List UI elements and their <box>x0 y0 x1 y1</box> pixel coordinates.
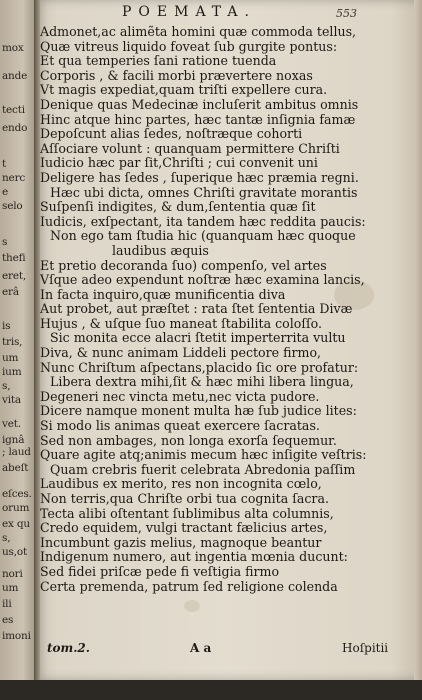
verse-line: Depoſcunt alias ſedes, noſtræque cohorti <box>40 126 303 142</box>
running-title: POEMATA. <box>122 4 256 20</box>
facing-page-fragment: nerc <box>2 172 26 184</box>
facing-page-fragment: orum <box>2 502 30 514</box>
facing-page-fragment: us,ot <box>2 546 28 558</box>
page-number: 553 <box>336 7 357 20</box>
facing-page-fragment: eſces. <box>2 488 32 500</box>
verse-line: Hinc atque hinc partes, hæc tantæ inſignia famæ <box>40 111 356 127</box>
facing-page-fragment: ; laud <box>2 446 31 458</box>
verse-line: Incumbunt gazis melius, magnoque beantur <box>40 534 322 550</box>
catchword: Hoſpitii <box>342 641 389 655</box>
verse-line: Certa premenda, patrum ſed religione colenda <box>40 578 338 594</box>
verse-line: Non terris,qua Chriſte orbi tua cognita ſacra. <box>40 491 329 506</box>
verse-line: Sed fidei priſcæ pede fi veſtigia firmo <box>40 563 280 579</box>
facing-page-fragment: abeſt <box>2 462 29 474</box>
scan-bottom-edge <box>0 680 422 700</box>
facing-page-fragment: ium <box>2 366 22 378</box>
running-header <box>40 4 410 24</box>
verse-line: Hujus , & uſque ſuo maneat ſtabilita coloſſo. <box>40 315 323 331</box>
verse-line: Non ego tam ſtudia hic (quanquam hæc quoque <box>50 228 356 244</box>
verse-line: Laudibus ex merito, res non incognita cœlo, <box>40 476 322 492</box>
verse-line: Iudicio hæc par ſit,Chriſti ; cui convenit uni <box>40 155 318 171</box>
verse-line: Vt magis expediat,quam triſti expellere cura. <box>40 82 328 98</box>
facing-page-fragment: um <box>2 582 19 594</box>
verse-line: Vſque adeo expendunt noſtræ hæc examina lancis, <box>40 272 365 288</box>
page-footer <box>40 641 389 657</box>
gathering-signature: A a <box>190 641 212 655</box>
verse-line: Et qua temperies ſani ratione tuenda <box>40 53 277 69</box>
page-edge <box>414 0 422 680</box>
facing-page-fragment: ande <box>2 70 28 82</box>
facing-page-fragment: e <box>2 186 9 198</box>
verse-line: Denique quas Medecinæ incluſerit ambitus omnis <box>40 96 359 112</box>
verse-line: laudibus æquis <box>112 242 209 258</box>
facing-page-fragment: s, <box>2 532 11 544</box>
verse-line: Aſſociare volunt : quanquam permittere Chriſti <box>40 140 340 156</box>
ink-spot <box>184 600 200 612</box>
verse-line: Deligere has ſedes , ſuperique hæc præmia regni. <box>40 169 359 185</box>
facing-page-fragment: s, <box>2 380 11 392</box>
verse-line: Nunc Chriſtum aſpectans,placido ſic ore profatur: <box>40 359 359 375</box>
verse-line: Dicere namque monent multa hæ ſub judice lites: <box>40 403 357 419</box>
verse-line: Quare agite atq;animis mecum hæc inſigite veſtris: <box>40 447 367 463</box>
verse-line: Iudicis, exſpectant, ita tandem hæc reddita paucis: <box>40 213 366 229</box>
verse-line: Quæ vitreus liquido foveat ſub gurgite pontus: <box>40 38 338 54</box>
facing-page-fragment: endo <box>2 122 28 134</box>
facing-page-strip <box>0 0 38 690</box>
facing-page-fragment: nori <box>2 568 23 580</box>
facing-page-fragment: tecti <box>2 104 25 116</box>
verse-line: Quam crebris fuerit celebrata Abredonia paſſim <box>50 461 356 477</box>
facing-page-fragment: es <box>2 614 14 626</box>
verse-line: Diva, & nunc animam Liddeli pectore firmo, <box>40 345 322 361</box>
facing-page-fragment: vita <box>2 394 21 406</box>
facing-page-fragment: vet. <box>2 418 21 430</box>
facing-page-fragment: eret, <box>2 270 27 282</box>
verse-line: Credo equidem, vulgi tractant fælicius artes, <box>40 520 328 536</box>
facing-page-fragment: um <box>2 352 19 364</box>
facing-page-fragment: s <box>2 236 8 248</box>
verse-line: Admonet,ac alimẽta homini quæ commoda tellus, <box>40 24 357 39</box>
poem-text <box>40 25 380 594</box>
facing-page-fragment: thefi <box>2 252 26 264</box>
verse-line: Libera dextra mihi,ſit & hæc mihi libera lingua, <box>50 374 354 390</box>
facing-page-fragment: is <box>2 320 11 332</box>
facing-page-fragment: selo <box>2 200 23 212</box>
verse-line: Et pretio decoranda ſuo) compenſo, vel artes <box>40 257 327 273</box>
facing-page-fragment: ignâ <box>2 434 25 446</box>
verse-line: Suſpenſi indigites, & dum,ſententia quæ ſit <box>40 199 316 215</box>
verse-line: Indigenum numero, aut ingentia mœnia ducunt: <box>40 549 348 565</box>
facing-page-fragment: t <box>2 158 7 170</box>
verse-line: Degeneri nec vincta metu,nec victa pudore. <box>40 388 320 404</box>
verse-line: Corporis , & facili morbi prævertere noxas <box>40 67 313 83</box>
verse-line: Sed non ambages, non longa exorſa ſequemur. <box>40 432 337 448</box>
verse-line: Aut probet, aut præſtet : rata ſtet ſententia Divæ <box>40 301 353 317</box>
verse-line: Hæc ubi dicta, omnes Chriſti gravitate morantis <box>50 184 358 200</box>
facing-page-fragment: ili <box>2 598 12 610</box>
verse-line: Sic monita ecce alacri ſtetit imperterrita vultu <box>50 330 346 346</box>
verse-line: Si modo lis animas queat exercere ſacratas. <box>40 418 320 434</box>
facing-page-fragment: tris, <box>2 336 23 348</box>
facing-page-fragment: ex qu <box>2 518 30 530</box>
verse-line: In facta inquiro,quæ munificentia diva <box>40 286 286 302</box>
facing-page-fragment: mox <box>2 42 24 54</box>
verse-line: Tecta alibi oſtentant ſublimibus alta columnis, <box>40 505 334 521</box>
facing-page-fragment: imoni <box>2 630 31 642</box>
facing-page-fragment: erâ <box>2 286 19 298</box>
volume-signature: tom.2. <box>47 641 90 655</box>
